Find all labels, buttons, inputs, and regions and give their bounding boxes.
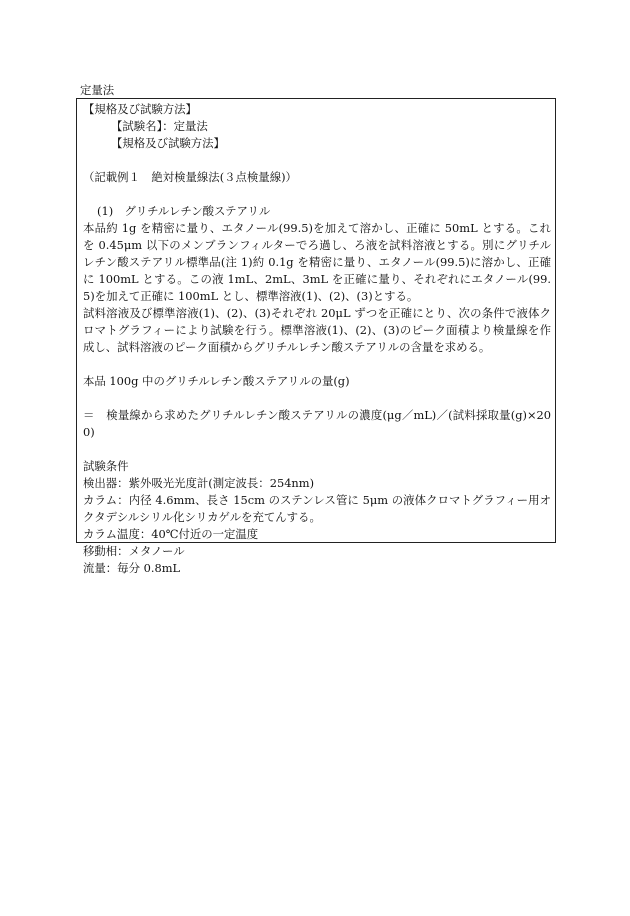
item-title: (1) グリチルレチン酸ステアリル — [97, 204, 271, 218]
spacer — [83, 152, 551, 169]
spacer — [83, 186, 551, 203]
condition-detector: 検出器：紫外吸光光度計(測定波長：254nm) — [83, 476, 315, 490]
formula-lhs: 本品 100g 中のグリチルレチン酸ステアリルの量(g) — [83, 374, 350, 388]
condition-column: カラム：内径 4.6mm、長さ 15cm のステンレス管に 5μm の液体クロマトグラフィー用オクタデシルシリル化シリカゲルを充てんする。 — [83, 493, 551, 524]
condition-flow-rate: 流量：毎分 0.8mL — [83, 561, 181, 575]
formula-rhs: ＝ 検量線から求めたグリチルレチン酸ステアリルの濃度(μg／mL)／(試料採取量(g)×200) — [83, 408, 551, 439]
box-header: 【規格及び試験方法】 — [83, 102, 197, 116]
spacer — [83, 356, 551, 373]
procedure-sample-prep: 本品約 1g を精密に量り、エタノール(99.5)を加えて溶かし、正確に 50mL とする。これを 0.45μm 以下のメンブランフィルターでろ過し、ろ液を試料溶液とする。別にグリチルレチン酸ステアリル標準品(注 1)約 0.1g を精密に量り、エタノール(99.5)に溶かし、正確に 100mL とする。この液 1mL、2mL、3mL を正確に量り、それぞれにエタノール(99.5)を加えて正確に 100mL とし、標準溶液(1)、(2)、(3)とする。 — [83, 221, 551, 303]
specification-box — [76, 98, 556, 575]
condition-column-temperature: カラム温度：40℃付近の一定温度 — [83, 527, 259, 541]
procedure-measurement: 試料溶液及び標準溶液(1)、(2)、(3)それぞれ 20μL ずつを正確にとり、次の条件で液体クロマトグラフィーにより試験を行う。標準溶液(1)、(2)、(3)のピーク面積より検量線を作成し、試料溶液のピーク面積からグリチルレチン酸ステアリルの含量を求める。 — [83, 306, 551, 354]
page-heading: 定量法 — [80, 83, 115, 97]
spacer — [83, 441, 551, 458]
example-note: （記載例１ 絶対検量線法(３点検量線)） — [83, 170, 297, 184]
condition-mobile-phase: 移動相：メタノール — [83, 544, 185, 558]
spec-method-heading: 【規格及び試験方法】 — [111, 136, 225, 150]
conditions-title: 試験条件 — [83, 459, 129, 473]
test-name: 【試験名】：定量法 — [111, 119, 208, 133]
spacer — [83, 390, 551, 407]
